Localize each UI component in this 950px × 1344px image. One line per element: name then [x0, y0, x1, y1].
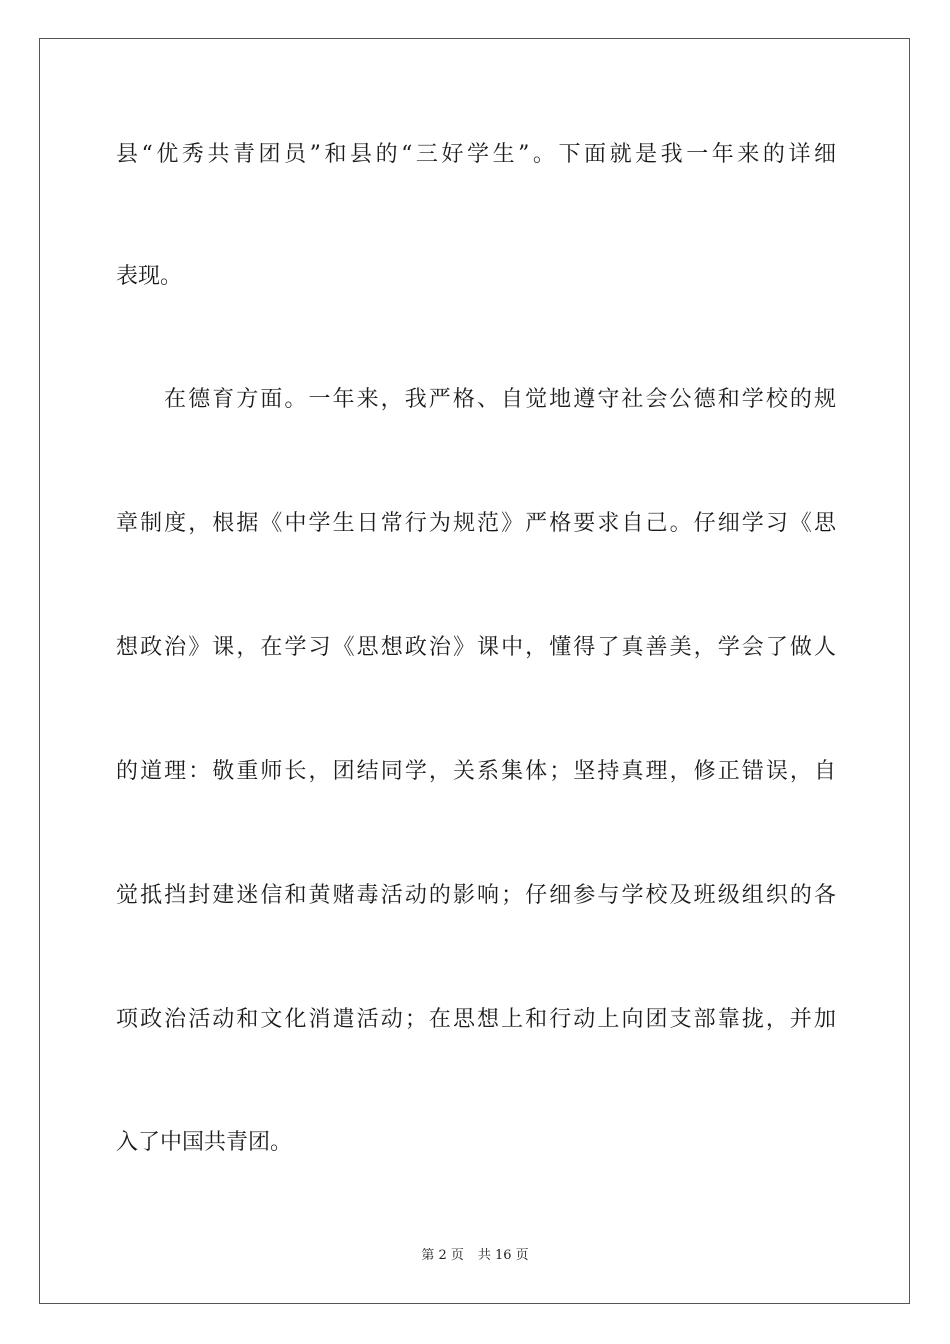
- paragraph-line-5: 想政治》课，在学习《思想政治》课中，懂得了真善美，学会了做人: [116, 635, 836, 660]
- page-total: 共 16 页: [477, 1248, 529, 1263]
- paragraph-line-2: 表现。: [116, 264, 183, 289]
- paragraph-line-8: 项政治活动和文化消遣活动；在思想上和行动上向团支部靠拢，并加: [116, 1007, 836, 1032]
- paragraph-line-7: 觉抵挡封建迷信和黄赌毒活动的影响；仔细参与学校及班级组织的各: [116, 883, 836, 908]
- paragraph-line-3: 在德育方面。一年来，我严格、自觉地遵守社会公德和学校的规: [164, 387, 836, 412]
- page-footer: [0, 1247, 950, 1265]
- page-number: 第 2 页: [421, 1248, 464, 1263]
- paragraph-line-4: 章制度，根据《中学生日常行为规范》严格要求自己。仔细学习《思: [116, 511, 836, 536]
- paragraph-line-6: 的道理：敬重师长，团结同学，关系集体；坚持真理，修正错误，自: [116, 759, 836, 784]
- page-border: [39, 38, 910, 1304]
- paragraph-line-9: 入了中国共青团。: [116, 1130, 293, 1155]
- paragraph-line-1: 县“优秀共青团员”和县的“三好学生”。下面就是我一年来的详细: [116, 142, 836, 167]
